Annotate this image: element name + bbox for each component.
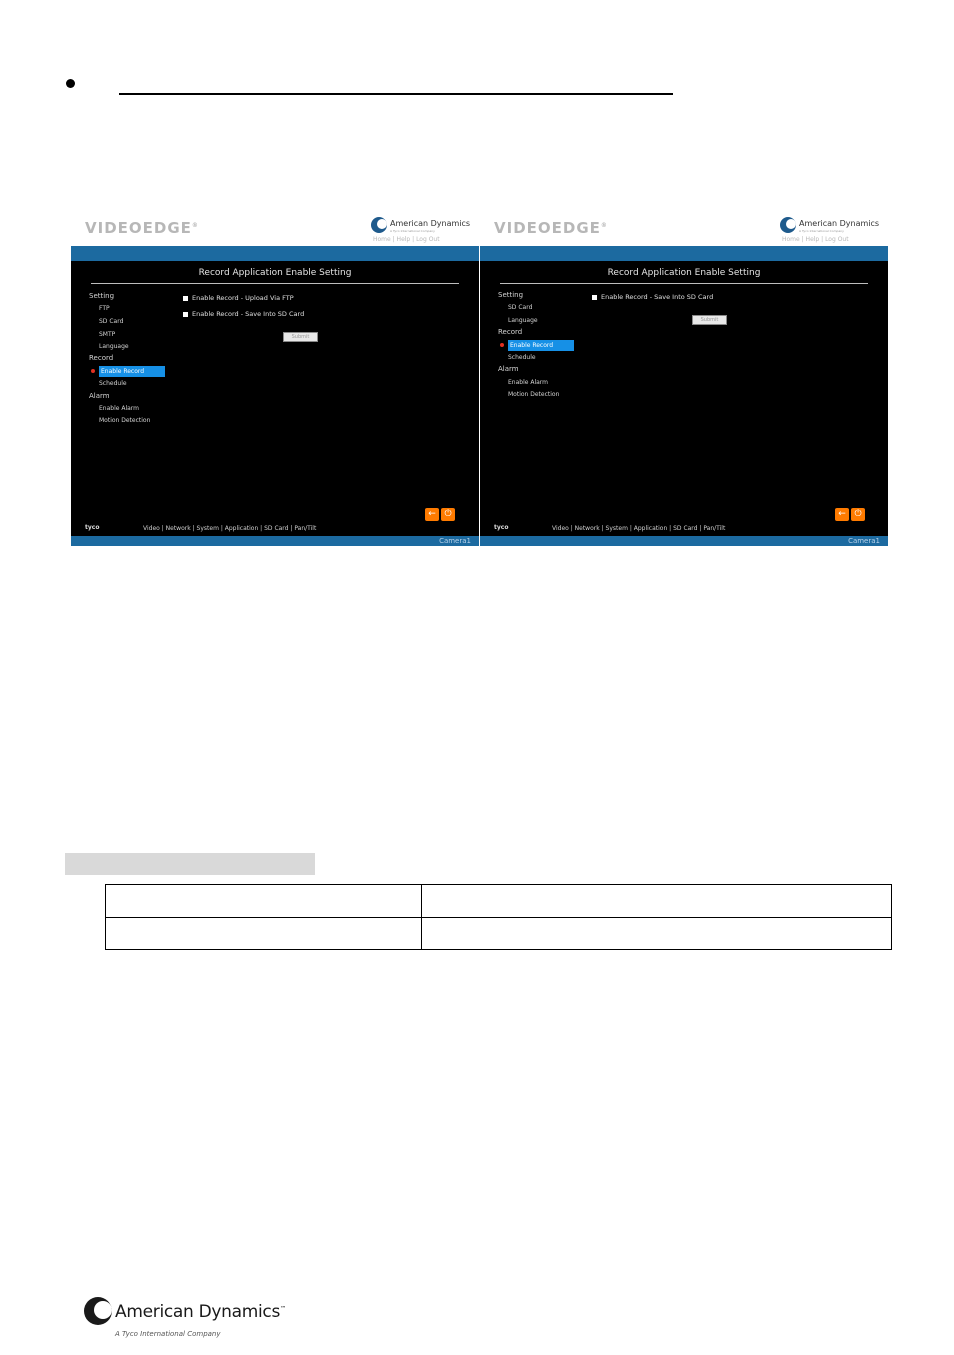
table-row: [106, 917, 892, 950]
nav-item-enable-alarm[interactable]: Enable Alarm: [99, 405, 139, 412]
top-links[interactable]: Home | Help | Log Out: [782, 236, 849, 243]
screenshot-sd-only: [480, 210, 888, 546]
active-marker-icon: [91, 369, 95, 373]
page-title: Record Application Enable Setting: [607, 268, 761, 278]
nav-record[interactable]: Record: [498, 328, 523, 336]
header-bar: [480, 246, 888, 261]
nav-item-enable-record[interactable]: Enable Record: [508, 340, 574, 351]
bullet-icon: [66, 79, 75, 88]
brand-name: American Dynamics: [799, 219, 880, 228]
table-cell: [106, 885, 422, 918]
nav-item-smtp[interactable]: SMTP: [99, 331, 116, 338]
submit-button[interactable]: Submit: [283, 332, 318, 342]
table-cell: [422, 885, 892, 918]
camera-label: Camera1: [439, 537, 471, 545]
brand-subtitle: A Tyco International Company: [799, 229, 844, 233]
nav-item-enable-record[interactable]: Enable Record: [99, 366, 165, 377]
nav-item-schedule[interactable]: Schedule: [508, 354, 536, 361]
screenshot-ftp-sd: [71, 210, 479, 546]
nav-alarm[interactable]: Alarm: [89, 392, 110, 400]
info-table: [105, 884, 892, 950]
active-marker-icon: [500, 343, 504, 347]
option-upload-ftp[interactable]: Enable Record - Upload Via FTP: [183, 294, 294, 302]
american-dynamics-logo-icon: [780, 217, 796, 233]
section-header-bar: [65, 853, 315, 875]
top-links[interactable]: Home | Help | Log Out: [373, 236, 440, 243]
bottom-nav[interactable]: Video | Network | System | Application | SD Card | Pan/Tilt: [552, 525, 726, 532]
nav-item-motion-detection[interactable]: Motion Detection: [508, 391, 560, 398]
footer-bar: [480, 536, 888, 546]
brand-subtitle: A Tyco International Company: [390, 229, 435, 233]
table-row: [106, 885, 892, 918]
videoedge-logo: VIDEOEDGE®: [85, 219, 199, 237]
nav-record[interactable]: Record: [89, 354, 114, 362]
option-save-sd[interactable]: Enable Record - Save Into SD Card: [183, 310, 304, 318]
nav-item-motion-detection[interactable]: Motion Detection: [99, 417, 151, 424]
american-dynamics-logo-icon: [84, 1297, 112, 1325]
main-panel: [480, 261, 888, 536]
videoedge-logo: VIDEOEDGE®: [494, 219, 608, 237]
page-title: Record Application Enable Setting: [198, 268, 352, 278]
nav-item-language[interactable]: Language: [99, 343, 129, 350]
footer-bar: [71, 536, 479, 546]
title-divider: [91, 283, 459, 284]
footer-subtitle: A Tyco International Company: [115, 1330, 221, 1338]
american-dynamics-logo-icon: [371, 217, 387, 233]
footer-brand: American Dynamics™: [115, 1302, 286, 1322]
power-icon[interactable]: ⏻: [441, 508, 455, 521]
bottom-nav[interactable]: Video | Network | System | Application | SD Card | Pan/Tilt: [143, 525, 317, 532]
submit-button[interactable]: Submit: [692, 315, 727, 325]
table-cell: [106, 917, 422, 950]
option-save-sd[interactable]: Enable Record - Save Into SD Card: [592, 293, 713, 301]
checkbox[interactable]: [183, 312, 188, 317]
heading-underline: [119, 93, 673, 95]
back-arrow-icon[interactable]: ←: [425, 508, 439, 521]
brand-name: American Dynamics: [390, 219, 471, 228]
tyco-logo: tyco: [85, 524, 100, 531]
tyco-logo: tyco: [494, 524, 509, 531]
nav-item-sd-card[interactable]: SD Card: [99, 318, 124, 325]
main-panel: [71, 261, 479, 536]
header-bar: [71, 246, 479, 261]
nav-setting[interactable]: Setting: [89, 292, 115, 300]
nav-item-enable-alarm[interactable]: Enable Alarm: [508, 379, 548, 386]
checkbox[interactable]: [592, 295, 597, 300]
nav-item-schedule[interactable]: Schedule: [99, 380, 127, 387]
power-icon[interactable]: ⏻: [851, 508, 865, 521]
back-arrow-icon[interactable]: ←: [835, 508, 849, 521]
camera-label: Camera1: [848, 537, 880, 545]
nav-setting[interactable]: Setting: [498, 291, 524, 299]
nav-item-language[interactable]: Language: [508, 317, 538, 324]
nav-item-sd-card[interactable]: SD Card: [508, 304, 533, 311]
checkbox[interactable]: [183, 296, 188, 301]
table-cell: [422, 917, 892, 950]
nav-alarm[interactable]: Alarm: [498, 365, 519, 373]
title-divider: [500, 283, 868, 284]
nav-item-ftp[interactable]: FTP: [99, 305, 110, 312]
